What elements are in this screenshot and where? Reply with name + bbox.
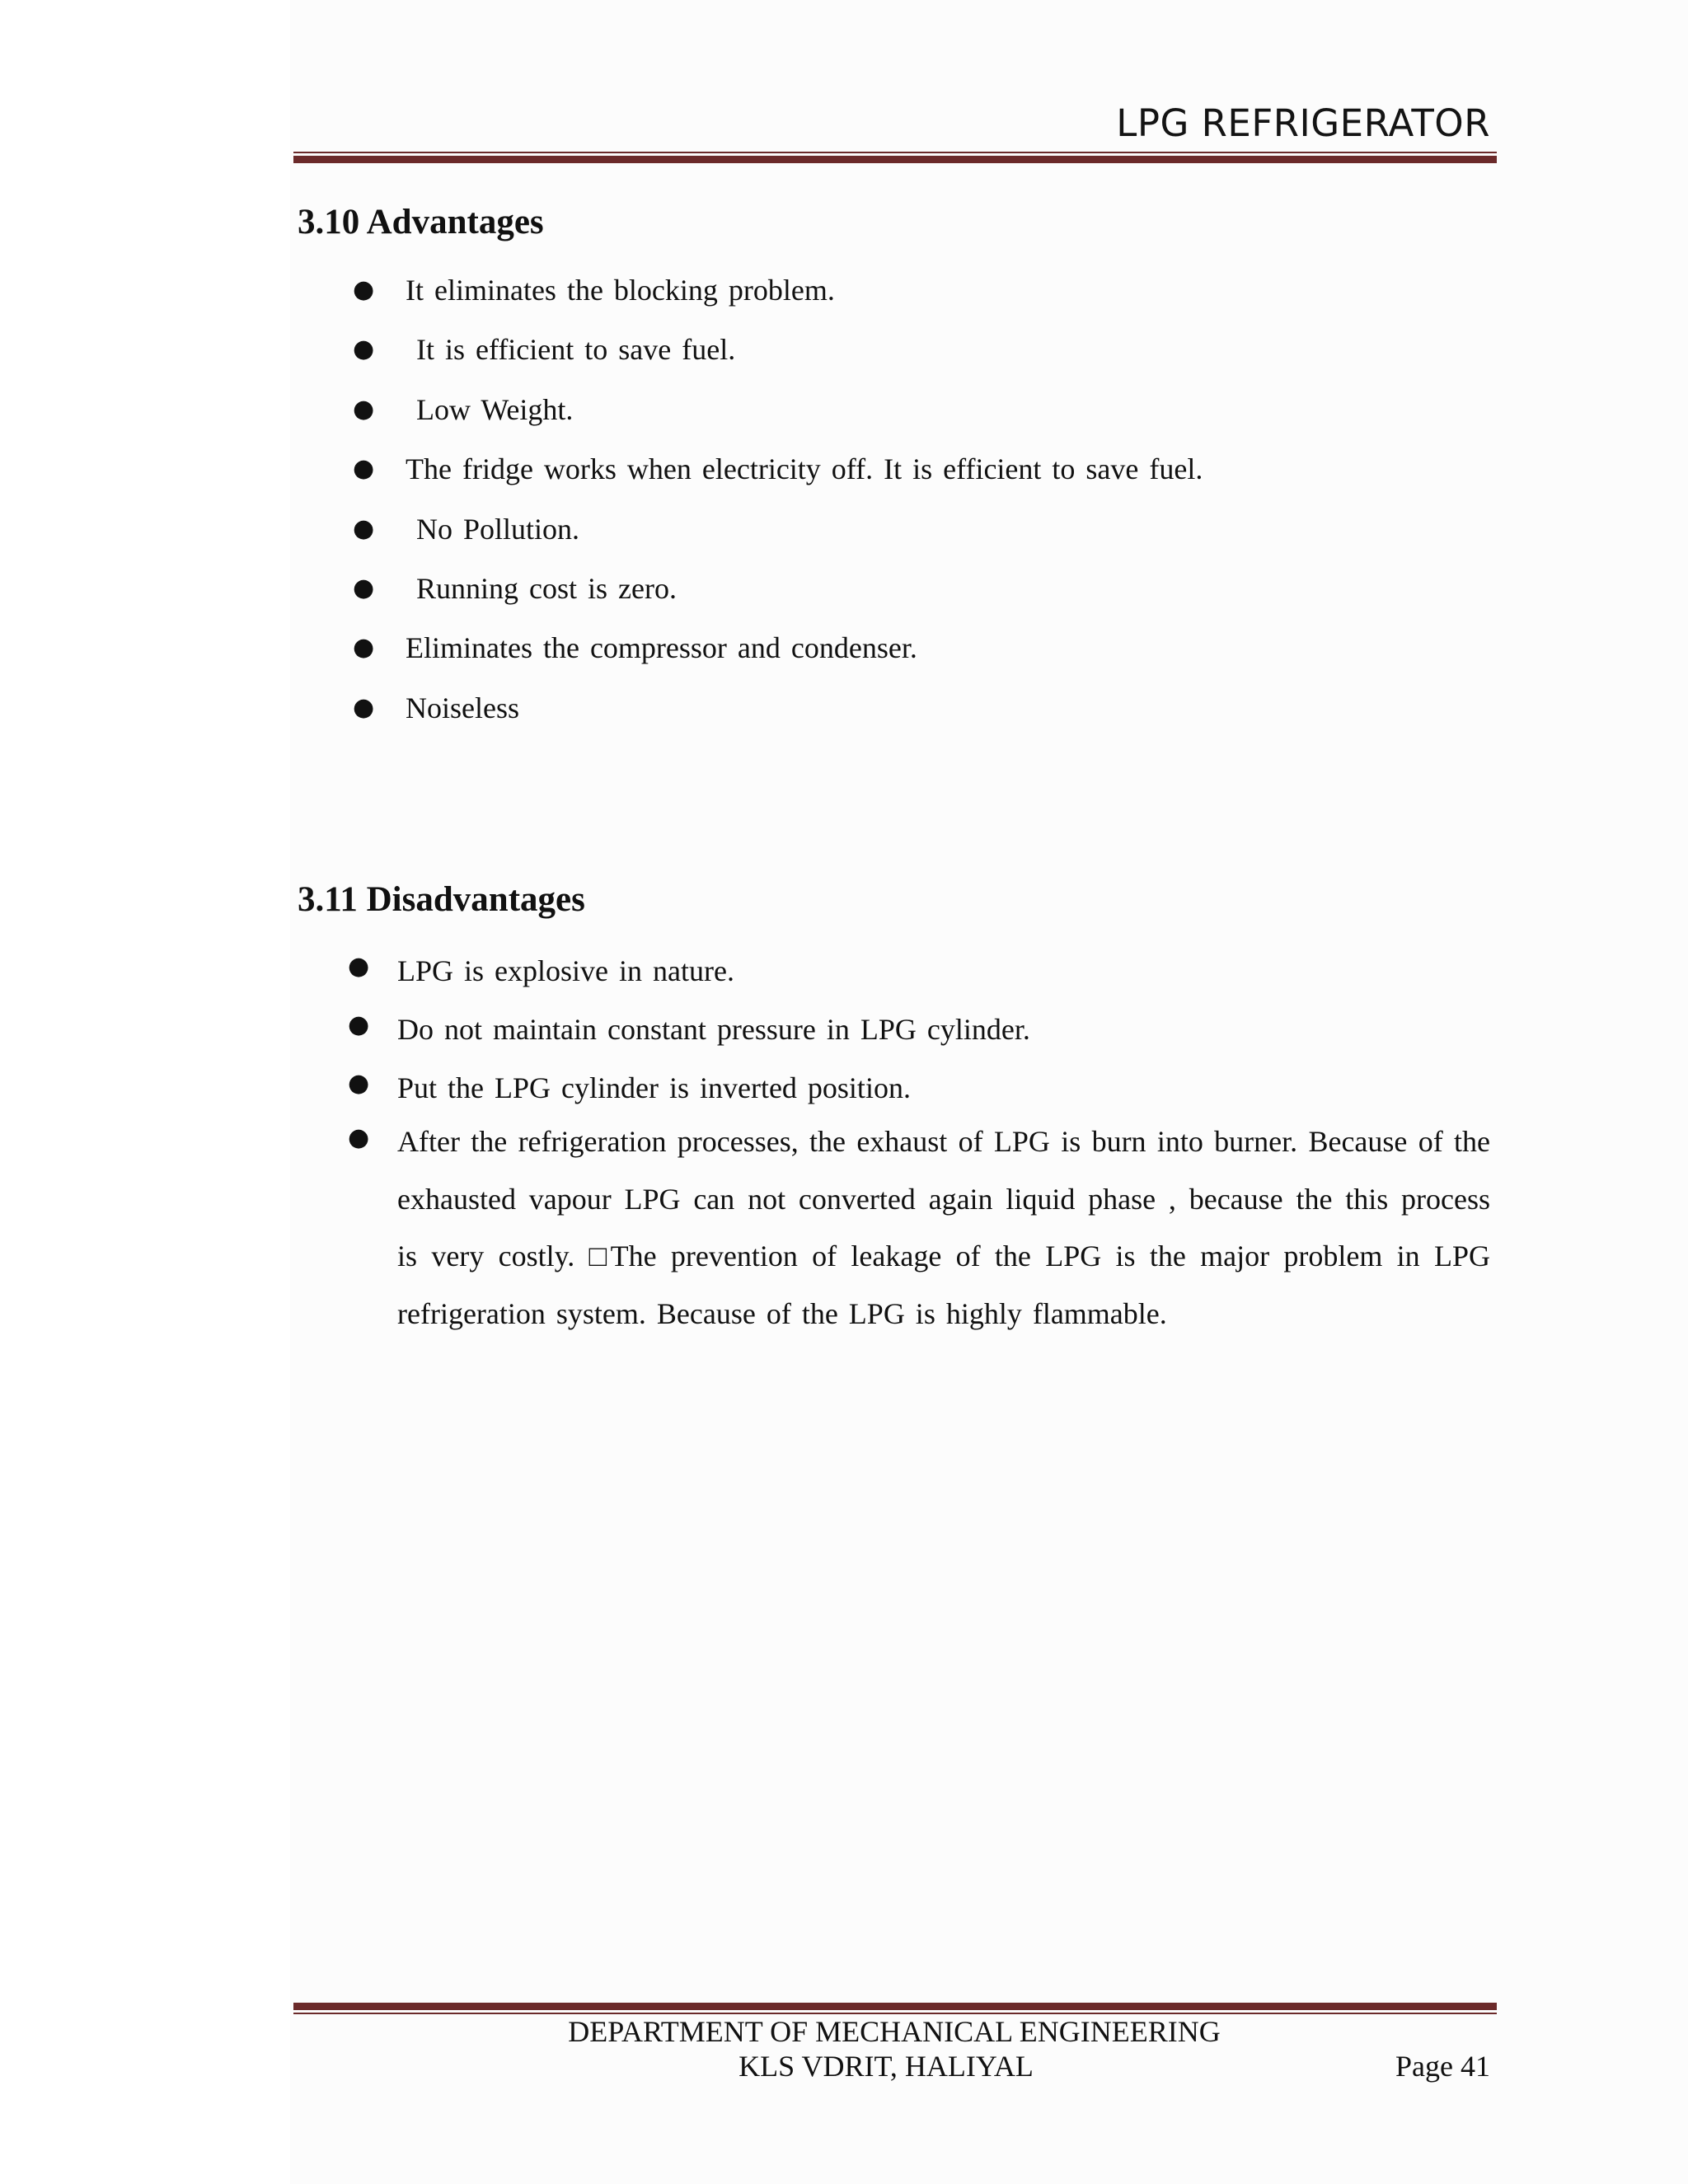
list-item-text: Do not maintain constant pressure in LPG cylinder. xyxy=(397,1013,1030,1046)
list-item xyxy=(353,444,1507,504)
bullet-icon: ● xyxy=(353,573,375,602)
list-item xyxy=(348,1059,1490,1118)
disadvantages-list xyxy=(348,942,1490,1343)
bullet-icon: ● xyxy=(348,1069,370,1098)
list-item-text: The fridge works when electricity off. It is efficient to save fuel. xyxy=(406,452,1203,486)
bullet-icon: ● xyxy=(353,335,375,364)
list-item-text: It is efficient to save fuel. xyxy=(406,333,736,367)
list-item xyxy=(353,683,1507,743)
bullet-icon: ● xyxy=(353,692,375,722)
advantages-list xyxy=(353,265,1507,743)
disadvantages-heading: 3.11 Disadvantages xyxy=(298,880,585,919)
footer-institution: KLS VDRIT, HALIYAL xyxy=(738,2050,1034,2083)
bullet-icon: ● xyxy=(353,454,375,484)
bullet-icon: ● xyxy=(353,394,375,424)
list-item-text: Noiseless xyxy=(406,691,519,724)
header-rule xyxy=(293,152,1497,163)
list-item xyxy=(353,385,1507,444)
bullet-icon: ● xyxy=(348,1010,370,1039)
bullet-icon: ● xyxy=(353,275,375,304)
list-item-text: It eliminates the blocking problem. xyxy=(406,274,835,307)
list-item xyxy=(353,265,1507,325)
bullet-icon: ● xyxy=(348,1123,370,1152)
list-item xyxy=(348,1113,1490,1343)
list-item xyxy=(353,564,1507,623)
list-item xyxy=(353,504,1507,564)
footer-department: DEPARTMENT OF MECHANICAL ENGINEERING xyxy=(568,2015,1221,2048)
list-item xyxy=(353,623,1507,682)
advantages-heading: 3.10 Advantages xyxy=(298,203,544,241)
list-item xyxy=(348,942,1490,1001)
list-item xyxy=(348,1001,1490,1059)
list-item-text: LPG is explosive in nature. xyxy=(397,954,734,987)
running-header: LPG REFRIGERATOR xyxy=(1116,101,1490,145)
list-item-text: Put the LPG cylinder is inverted position. xyxy=(397,1071,911,1104)
list-item xyxy=(353,325,1507,384)
bullet-icon: ● xyxy=(353,513,375,543)
bullet-icon: ● xyxy=(353,633,375,663)
list-item-text: Eliminates the compressor and condenser. xyxy=(406,631,917,665)
page-number: Page 41 xyxy=(1395,2050,1490,2083)
list-item-paragraph: After the refrigeration processes, the exhaust of LPG is burn into burner. Because of the exhausted vapour LPG can not converted again liquid phase , because the this process is very costly. □The prevention of leakage of the LPG is the major problem in LPG refrigeration system. Because of the LPG is highly flammable. xyxy=(397,1125,1490,1330)
bullet-icon: ● xyxy=(348,952,370,981)
list-item-text: No Pollution. xyxy=(406,512,580,546)
list-item-text: Low Weight. xyxy=(406,392,574,426)
list-item-text: Running cost is zero. xyxy=(406,571,677,605)
